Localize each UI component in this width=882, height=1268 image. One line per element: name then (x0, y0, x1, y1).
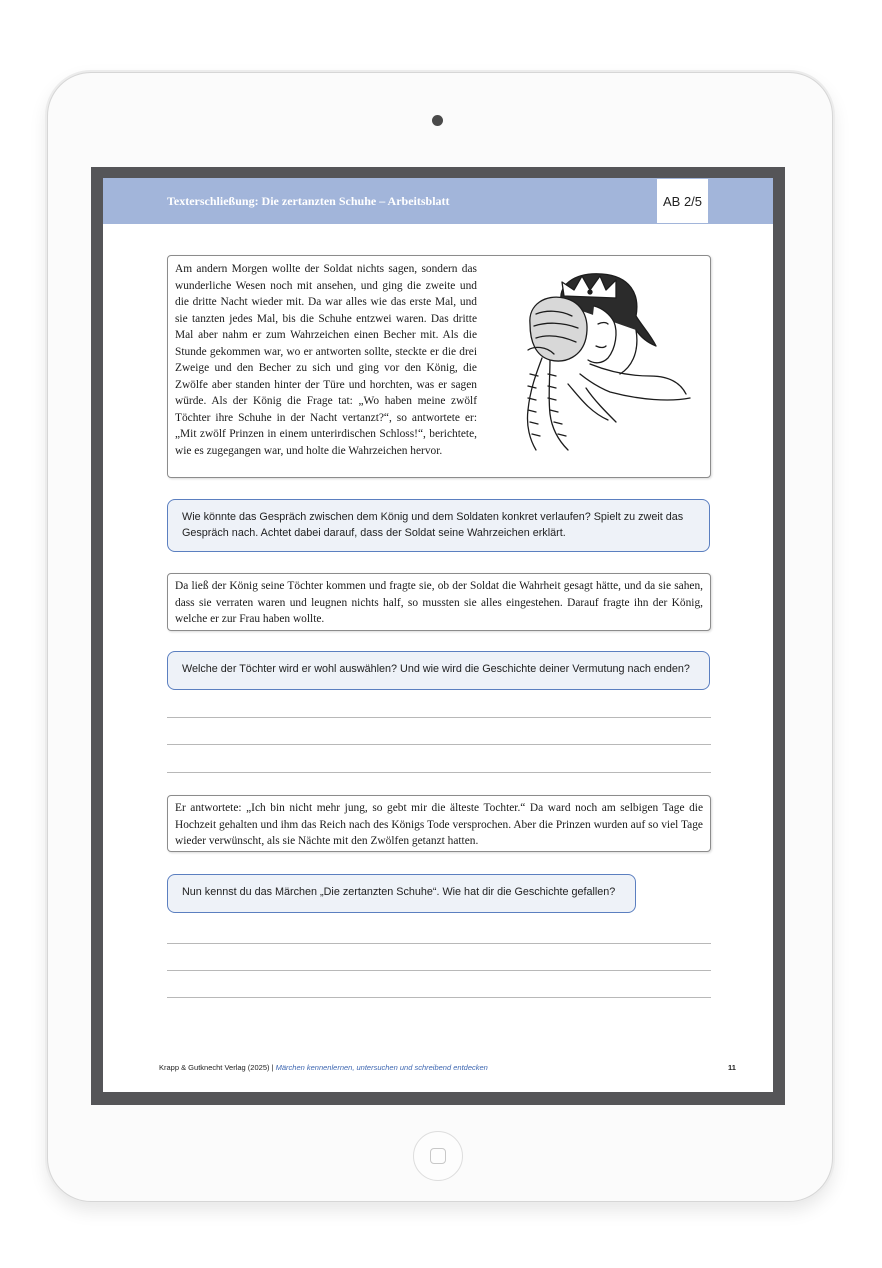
footer-book-title: Märchen kennenlernen, untersuchen und schreibend entdecken (275, 1063, 488, 1072)
header-bar (103, 178, 656, 224)
task-text-3: Nun kennst du das Märchen „Die zertanzten Schuhe“. Wie hat dir die Geschichte gefallen? (182, 886, 616, 898)
task-box-2 (167, 651, 710, 690)
home-button-icon (430, 1148, 446, 1164)
worksheet-badge-area (656, 178, 773, 224)
footer-credit (159, 1063, 488, 1072)
footer-publisher: Krapp & Gutknecht Verlag (2025) | (159, 1063, 276, 1072)
answer-line[interactable] (167, 970, 711, 971)
camera-icon (432, 115, 443, 126)
worksheet-page (103, 178, 773, 1092)
story-box-1 (167, 255, 711, 478)
page-number: 11 (728, 1063, 736, 1072)
answer-line[interactable] (167, 772, 711, 773)
worksheet-badge: AB 2/5 (656, 178, 709, 224)
answer-line[interactable] (167, 744, 711, 745)
task-box-1 (167, 499, 710, 552)
story-text-3: Er antwortete: „Ich bin nicht mehr jung, so gebt mir die älteste Tochter.“ Da ward noch am selbigen Tage die Hochzeit gehalten und ihm das Reich nach des Königs Tode versprochen. Aber die Prinzen wurden auf so viel Tage wieder verwünscht, als sie Nächte mit den Zwölfen getanzt hatten. (175, 802, 703, 847)
answer-line[interactable] (167, 943, 711, 944)
story-box-3 (167, 795, 711, 852)
story-text-2: Da ließ der König seine Töchter kommen und fragte sie, ob der Soldat die Wahrheit gesagt hätte, und da sie sahen, dass sie verraten waren und leugnen nichts half, so mussten sie alles eingestehen. Darauf fragte ihn der König, welche er zur Frau haben wollte. (175, 580, 703, 625)
story-text-1: Am andern Morgen wollte der Soldat nichts sagen, sondern das wunderliche Wesen noch mit ansehen, und ging die zweite und die dritte Nacht wieder mit. Da war alles wie das erste Mal, und sie tanzten jedes Mal, bis die Schuhe entzwei waren. Das dritte Mal aber nahm er zum Wahrzeichen einen Becher mit. Als die Stunde gekommen war, wo er antworten sollte, steckte er die drei Zweige und den Becher zu sich und ging vor den König, die Zwölfe aber standen hinter der Türe und horchten, was er sagen würde. Als der König die Frage tat: „Wo haben meine zwölf Töchter ihre Schuhe in der Nacht vertanzt?“, so antwortete er: „Mit zwölf Prinzen in einem unterirdischen Schloss!“, berichtete, wie es zugegangen war, und holte die Wahrzeichen hervor. (175, 263, 477, 457)
answer-line[interactable] (167, 717, 711, 718)
story-box-2 (167, 573, 711, 631)
home-button[interactable] (413, 1131, 463, 1181)
task-text-1: Wie könnte das Gespräch zwischen dem König und dem Soldaten konkret verlaufen? Spielt zu zweit das Gespräch nach. Achtet dabei darauf, dass der Soldat seine Wahrzeichen erklärt. (182, 511, 684, 539)
crowned-prince-embracing-princess-illustration (490, 264, 702, 460)
task-box-3 (167, 874, 636, 913)
answer-line[interactable] (167, 997, 711, 998)
page-title: Texterschließung: Die zertanzten Schuhe – Arbeitsblatt (167, 194, 450, 208)
task-text-2: Welche der Töchter wird er wohl auswählen? Und wie wird die Geschichte deiner Vermutung nach enden? (182, 663, 690, 675)
